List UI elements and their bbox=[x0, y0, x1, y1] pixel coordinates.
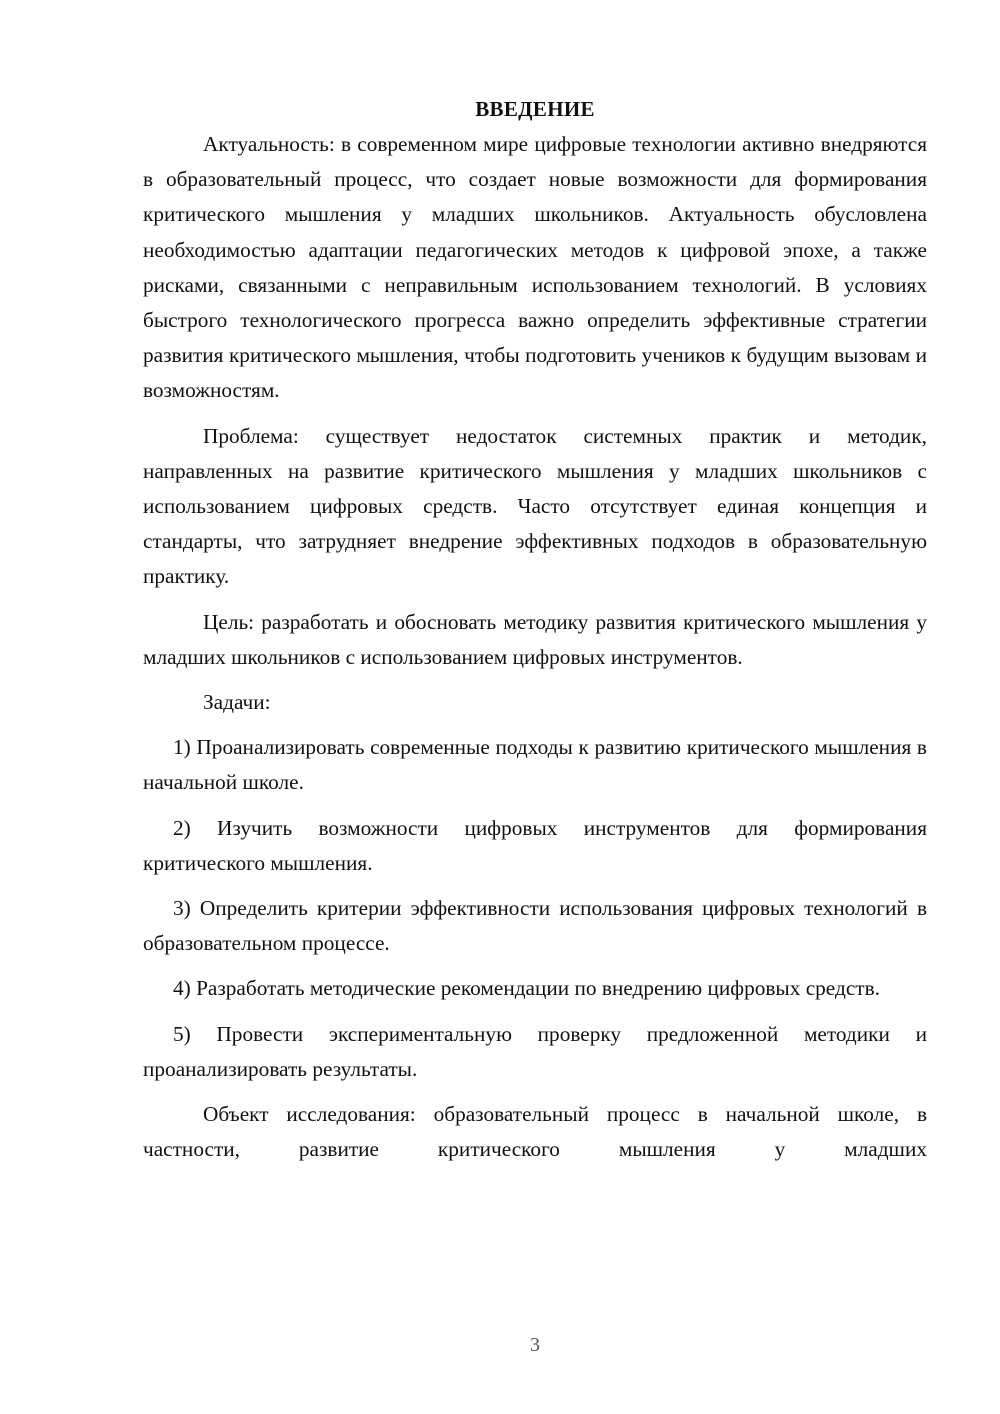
paragraph-relevance: Актуальность: в современном мире цифровые технологии активно внедряются в образовательный процесс, что создает новые возможности для формирования критического мышления у младших школьников. Актуальность обусловлена необходимостью адаптации педагогических методов к цифровой эпохе, а также рисками, связанными с неправильным использованием технологий. В условиях быстрого технологического прогресса важно определить эффективные стратегии развития критического мышления, чтобы подготовить учеников к будущим вызовам и возможностям. bbox=[143, 132, 927, 403]
page-content bbox=[143, 92, 927, 1167]
page-title: ВВЕДЕНИЕ bbox=[475, 97, 595, 121]
paragraph-goal: Цель: разработать и обосновать методику развития критического мышления у младших школьников с использованием цифровых инструментов. bbox=[143, 609, 927, 669]
task-item-2: 2) Изучить возможности цифровых инструментов для формирования критического мышления. bbox=[143, 815, 927, 875]
tasks-label: Задачи: bbox=[203, 690, 271, 715]
task-item-1: 1) Проанализировать современные подходы к развитию критического мышления в начальной школе. bbox=[143, 735, 927, 795]
page-number: 3 bbox=[530, 1334, 540, 1356]
task-item-3: 3) Определить критерии эффективности использования цифровых технологий в образовательном процессе. bbox=[143, 896, 927, 956]
task-item-5: 5) Провести экспериментальную проверку предложенной методики и проанализировать результаты. bbox=[143, 1021, 927, 1081]
paragraph-problem: Проблема: существует недостаток системных практик и методик, направленных на развитие критического мышления у младших школьников с использованием цифровых средств. Часто отсутствует единая концепция и стандарты, что затрудняет внедрение эффективных подходов в образовательную практику. bbox=[143, 423, 927, 589]
paragraph-object: Объект исследования: образовательный процесс в начальной школе, в частности, развитие критического мышления у младших bbox=[143, 1102, 927, 1162]
task-item-4: 4) Разработать методические рекомендации по внедрению цифровых средств. bbox=[173, 976, 880, 1001]
